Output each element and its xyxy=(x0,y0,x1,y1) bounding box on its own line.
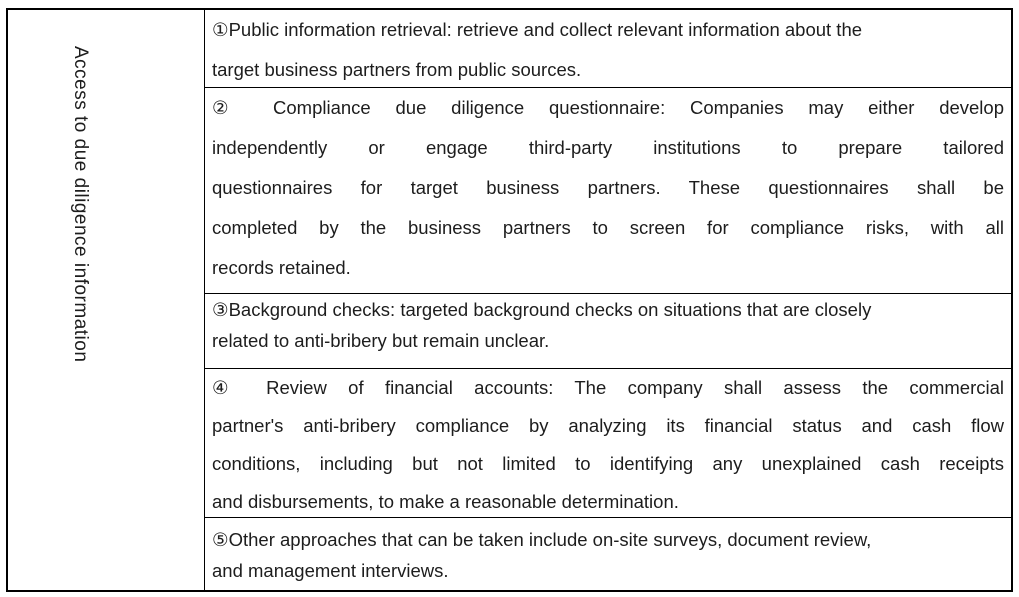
text-line: related to anti-bribery but remain unclear. xyxy=(212,330,550,351)
text-line: ⑤Other approaches that can be taken include on-site surveys, document review, xyxy=(212,529,872,550)
text-line: and management interviews. xyxy=(212,560,449,581)
text-line: ④ Review of financial accounts: The company shall assess the commercial xyxy=(212,377,1004,398)
text-line: records retained. xyxy=(212,257,351,278)
text-line: independently or engage third-party institutions to prepare tailored xyxy=(212,137,1004,158)
text-line: questionnaires for target business partners. These questionnaires shall be xyxy=(212,177,1004,198)
method-row-5 xyxy=(205,517,1011,590)
text-line: partner's anti-bribery compliance by analyzing its financial status and cash flow xyxy=(212,415,1004,436)
text-line: ③Background checks: targeted background checks on situations that are closely xyxy=(212,299,872,320)
method-row-3 xyxy=(205,293,1011,368)
text-line: completed by the business partners to screen for compliance risks, with all xyxy=(212,217,1004,238)
text-line: conditions, including but not limited to identifying any unexplained cash receipts xyxy=(212,453,1004,474)
row-header-cell xyxy=(8,10,205,590)
methods-column xyxy=(205,10,1011,590)
text-line: ①Public information retrieval: retrieve and collect relevant information about the xyxy=(212,19,863,40)
due-diligence-table xyxy=(6,8,1013,592)
text-line: ② Compliance due diligence questionnaire: Companies may either develop xyxy=(212,97,1004,118)
text-line: target business partners from public sources. xyxy=(212,59,582,80)
method-row-2 xyxy=(205,87,1011,293)
row-header-vertical-text: Access to due diligence information xyxy=(70,46,91,363)
method-row-4 xyxy=(205,368,1011,517)
text-line: and disbursements, to make a reasonable determination. xyxy=(212,491,679,512)
method-row-1 xyxy=(205,10,1011,87)
